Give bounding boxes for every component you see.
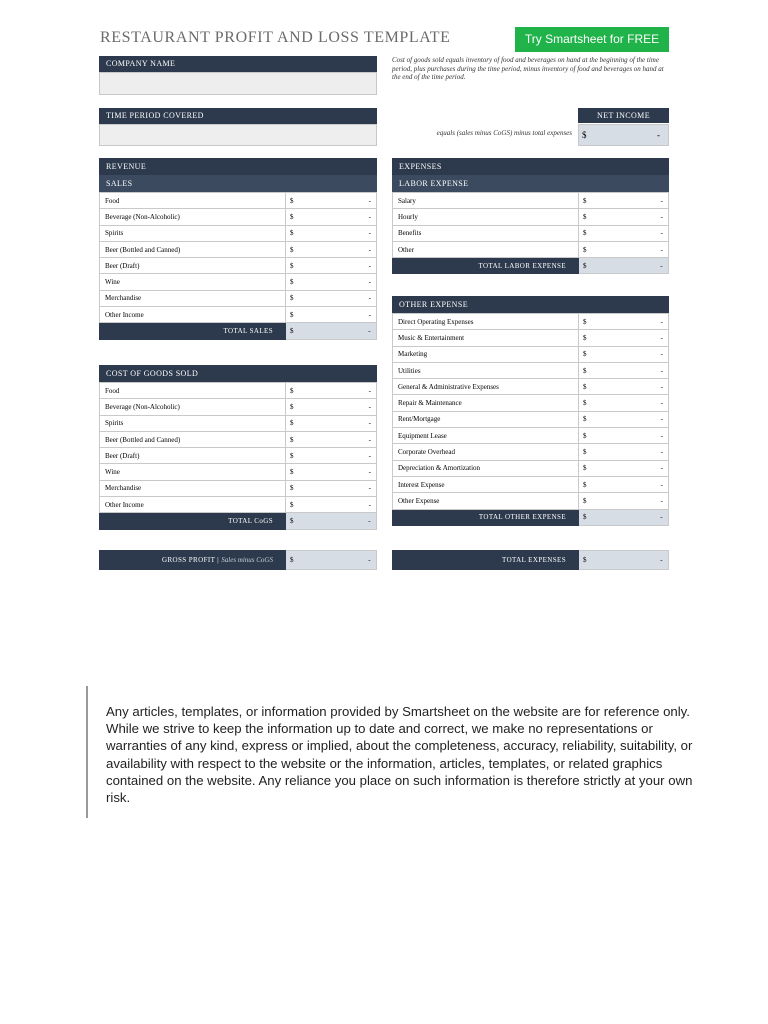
cogs-total-label: TOTAL CoGS [100,513,286,529]
gross-profit-label [100,551,286,570]
net-income-currency: $ [582,130,587,140]
sales-row-value[interactable]: - [316,274,377,290]
other-expense-row-label: Corporate Overhead [393,444,579,460]
other-expense-row-value[interactable]: - [609,314,669,330]
net-income-note: equals (sales minus CoGS) minus total expenses [436,129,572,137]
other-expense-row-label: Marketing [393,346,579,362]
other-expense-row [393,444,669,460]
other-expense-row [393,476,669,492]
gross-profit-currency: $ [286,551,316,570]
disclaimer-text: Any articles, templates, or information provided by Smartsheet on the website are for reference only. While we strive to keep the information up to date and correct, we make no representations or warranties of any kind, express or implied, about the completeness, accuracy, reliability, suitability, or availability with respect to the website or the information, articles, templates, or related graphics contained on the website. Any reliance you place on such information is therefore strictly at your own risk. [106,704,693,806]
total-expenses-label: TOTAL EXPENSES [393,551,579,570]
sales-row-currency: $ [286,290,316,306]
labor-row-value[interactable]: - [609,225,669,241]
net-income-header: NET INCOME [578,108,669,123]
cogs-row [100,448,377,464]
sales-row [100,193,377,209]
other-expense-row-value[interactable]: - [609,476,669,492]
sales-total-row [100,323,377,339]
cogs-total-value[interactable]: - [316,513,377,529]
labor-row-currency: $ [579,241,609,257]
cogs-row-label: Beer (Draft) [100,448,286,464]
total-expenses-row [393,551,669,570]
other-expense-total-row [393,509,669,525]
cogs-total-row [100,513,377,529]
other-expense-total-currency: $ [579,509,609,525]
other-expense-row-currency: $ [579,493,609,509]
net-income-value[interactable] [578,124,669,146]
sales-row-label: Beverage (Non-Alcoholic) [100,209,286,225]
other-expense-row-value[interactable]: - [609,362,669,378]
cogs-row-label: Beer (Bottled and Canned) [100,431,286,447]
labor-row [393,241,669,257]
labor-row-label: Other [393,241,579,257]
other-expense-row-value[interactable]: - [609,346,669,362]
other-expense-row-currency: $ [579,476,609,492]
cogs-row-currency: $ [286,431,316,447]
cogs-row-value[interactable]: - [316,431,377,447]
cogs-row-label: Spirits [100,415,286,431]
gross-profit-title: GROSS PROFIT [162,556,216,564]
sales-row-value[interactable]: - [316,241,377,257]
cogs-row-value[interactable]: - [316,497,377,513]
time-period-input[interactable] [99,124,377,146]
other-expense-row-currency: $ [579,330,609,346]
other-expense-row [393,493,669,509]
other-expense-row [393,330,669,346]
labor-row-value[interactable]: - [609,241,669,257]
cogs-row-currency: $ [286,415,316,431]
cogs-row-currency: $ [286,383,316,399]
other-expense-row-label: Depreciation & Amortization [393,460,579,476]
company-name-header: COMPANY NAME [99,56,377,72]
other-expense-row-value[interactable]: - [609,411,669,427]
sales-row-label: Merchandise [100,290,286,306]
cogs-row-currency: $ [286,399,316,415]
other-expense-row [393,346,669,362]
sales-row-value[interactable]: - [316,307,377,323]
labor-total-value[interactable]: - [609,258,669,274]
other-expense-row-currency: $ [579,362,609,378]
sales-row-currency: $ [286,307,316,323]
other-expense-row-value[interactable]: - [609,428,669,444]
sales-row [100,209,377,225]
sales-row-value[interactable]: - [316,258,377,274]
other-expense-header: OTHER EXPENSE [392,296,669,313]
cogs-row-value[interactable]: - [316,399,377,415]
labor-row-value[interactable]: - [609,193,669,209]
total-expenses-value[interactable]: - [609,551,669,570]
cogs-row [100,399,377,415]
other-expense-row [393,460,669,476]
cogs-row [100,383,377,399]
sales-row-currency: $ [286,241,316,257]
net-income-amount: - [657,130,660,140]
sales-total-label: TOTAL SALES [100,323,286,339]
sales-row-currency: $ [286,225,316,241]
sales-row-currency: $ [286,193,316,209]
other-expense-row-value[interactable]: - [609,460,669,476]
other-expense-row-label: Interest Expense [393,476,579,492]
other-expense-row [393,395,669,411]
labor-expense-table [392,192,669,274]
gross-profit-value[interactable]: - [316,551,377,570]
sales-table [99,192,377,340]
total-expenses-currency: $ [579,551,609,570]
other-expense-row-currency: $ [579,379,609,395]
sales-row-currency: $ [286,258,316,274]
cogs-row-value[interactable]: - [316,448,377,464]
cogs-row [100,497,377,513]
sales-row [100,225,377,241]
labor-total-row [393,258,669,274]
other-expense-row-label: Direct Operating Expenses [393,314,579,330]
other-expense-row [393,411,669,427]
other-expense-table [392,313,669,526]
total-expenses-table [392,550,669,570]
sales-row [100,241,377,257]
labor-total-label: TOTAL LABOR EXPENSE [393,258,579,274]
other-expense-row-currency: $ [579,411,609,427]
cogs-row [100,431,377,447]
other-expense-row-currency: $ [579,444,609,460]
labor-row-currency: $ [579,209,609,225]
cogs-row [100,464,377,480]
other-expense-row-value[interactable]: - [609,395,669,411]
gross-profit-separator: | [217,556,220,564]
other-expense-total-label: TOTAL OTHER EXPENSE [393,509,579,525]
other-expense-row-label: Equipment Lease [393,428,579,444]
other-expense-row-label: Repair & Maintenance [393,395,579,411]
cogs-row-value[interactable]: - [316,480,377,496]
cogs-row-currency: $ [286,497,316,513]
sales-row-label: Wine [100,274,286,290]
other-expense-row-currency: $ [579,346,609,362]
sales-row-value[interactable]: - [316,225,377,241]
cogs-table [99,382,377,530]
try-smartsheet-button[interactable]: Try Smartsheet for FREE [515,27,669,52]
cogs-row-label: Beverage (Non-Alcoholic) [100,399,286,415]
sales-total-currency: $ [286,323,316,339]
other-expense-row [393,314,669,330]
revenue-header: REVENUE [99,158,377,175]
cogs-row-label: Wine [100,464,286,480]
sales-row-currency: $ [286,274,316,290]
cogs-definition-note: Cost of goods sold equals inventory of food and beverages on hand at the beginning of the time period, plus purchases during the time period, minus inventory of food and beverages on hand at the end of the time period. [392,56,664,81]
sales-row-currency: $ [286,209,316,225]
other-expense-row-currency: $ [579,314,609,330]
other-expense-row [393,428,669,444]
cogs-row-currency: $ [286,480,316,496]
sales-row [100,290,377,306]
sales-row-label: Other Income [100,307,286,323]
sales-row-value[interactable]: - [316,193,377,209]
labor-row [393,225,669,241]
sales-row-value[interactable]: - [316,209,377,225]
other-expense-row-label: Rent/Mortgage [393,411,579,427]
cogs-row-label: Food [100,383,286,399]
sales-total-value[interactable]: - [316,323,377,339]
other-expense-row-label: Other Expense [393,493,579,509]
other-expense-row-label: Utilities [393,362,579,378]
sales-row [100,258,377,274]
other-expense-row-label: Music & Entertainment [393,330,579,346]
cogs-header: COST OF GOODS SOLD [99,365,377,382]
labor-row-currency: $ [579,193,609,209]
cogs-row-value[interactable]: - [316,383,377,399]
cogs-total-currency: $ [286,513,316,529]
cogs-row-currency: $ [286,448,316,464]
cogs-row-value[interactable]: - [316,464,377,480]
gross-profit-row [100,551,377,570]
labor-row-label: Benefits [393,225,579,241]
time-period-header: TIME PERIOD COVERED [99,108,377,124]
other-expense-total-value[interactable]: - [609,509,669,525]
gross-profit-note: Sales minus CoGS [221,556,273,564]
gross-profit-table [99,550,377,570]
other-expense-row-value[interactable]: - [609,330,669,346]
sales-row-label: Spirits [100,225,286,241]
cogs-row [100,415,377,431]
sales-row [100,307,377,323]
other-expense-row-value[interactable]: - [609,379,669,395]
cogs-row-value[interactable]: - [316,415,377,431]
sales-row-label: Beer (Draft) [100,258,286,274]
cogs-row-label: Other Income [100,497,286,513]
cogs-row-currency: $ [286,464,316,480]
labor-total-currency: $ [579,258,609,274]
labor-row-label: Salary [393,193,579,209]
other-expense-row-currency: $ [579,460,609,476]
other-expense-row-value[interactable]: - [609,493,669,509]
sales-row-value[interactable]: - [316,290,377,306]
other-expense-row-currency: $ [579,395,609,411]
other-expense-row-currency: $ [579,428,609,444]
labor-row-label: Hourly [393,209,579,225]
sales-row-label: Beer (Bottled and Canned) [100,241,286,257]
labor-row [393,209,669,225]
labor-expense-header: LABOR EXPENSE [392,175,669,192]
other-expense-row-label: General & Administrative Expenses [393,379,579,395]
disclaimer-divider [86,686,88,818]
sales-row-label: Food [100,193,286,209]
sales-header: SALES [99,175,377,192]
labor-row-value[interactable]: - [609,209,669,225]
other-expense-row-value[interactable]: - [609,444,669,460]
page-title: RESTAURANT PROFIT AND LOSS TEMPLATE [100,29,451,46]
sales-row [100,274,377,290]
labor-row [393,193,669,209]
cogs-row-label: Merchandise [100,480,286,496]
expenses-header: EXPENSES [392,158,669,175]
other-expense-row [393,362,669,378]
cogs-row [100,480,377,496]
labor-row-currency: $ [579,225,609,241]
other-expense-row [393,379,669,395]
company-name-input[interactable] [99,72,377,95]
